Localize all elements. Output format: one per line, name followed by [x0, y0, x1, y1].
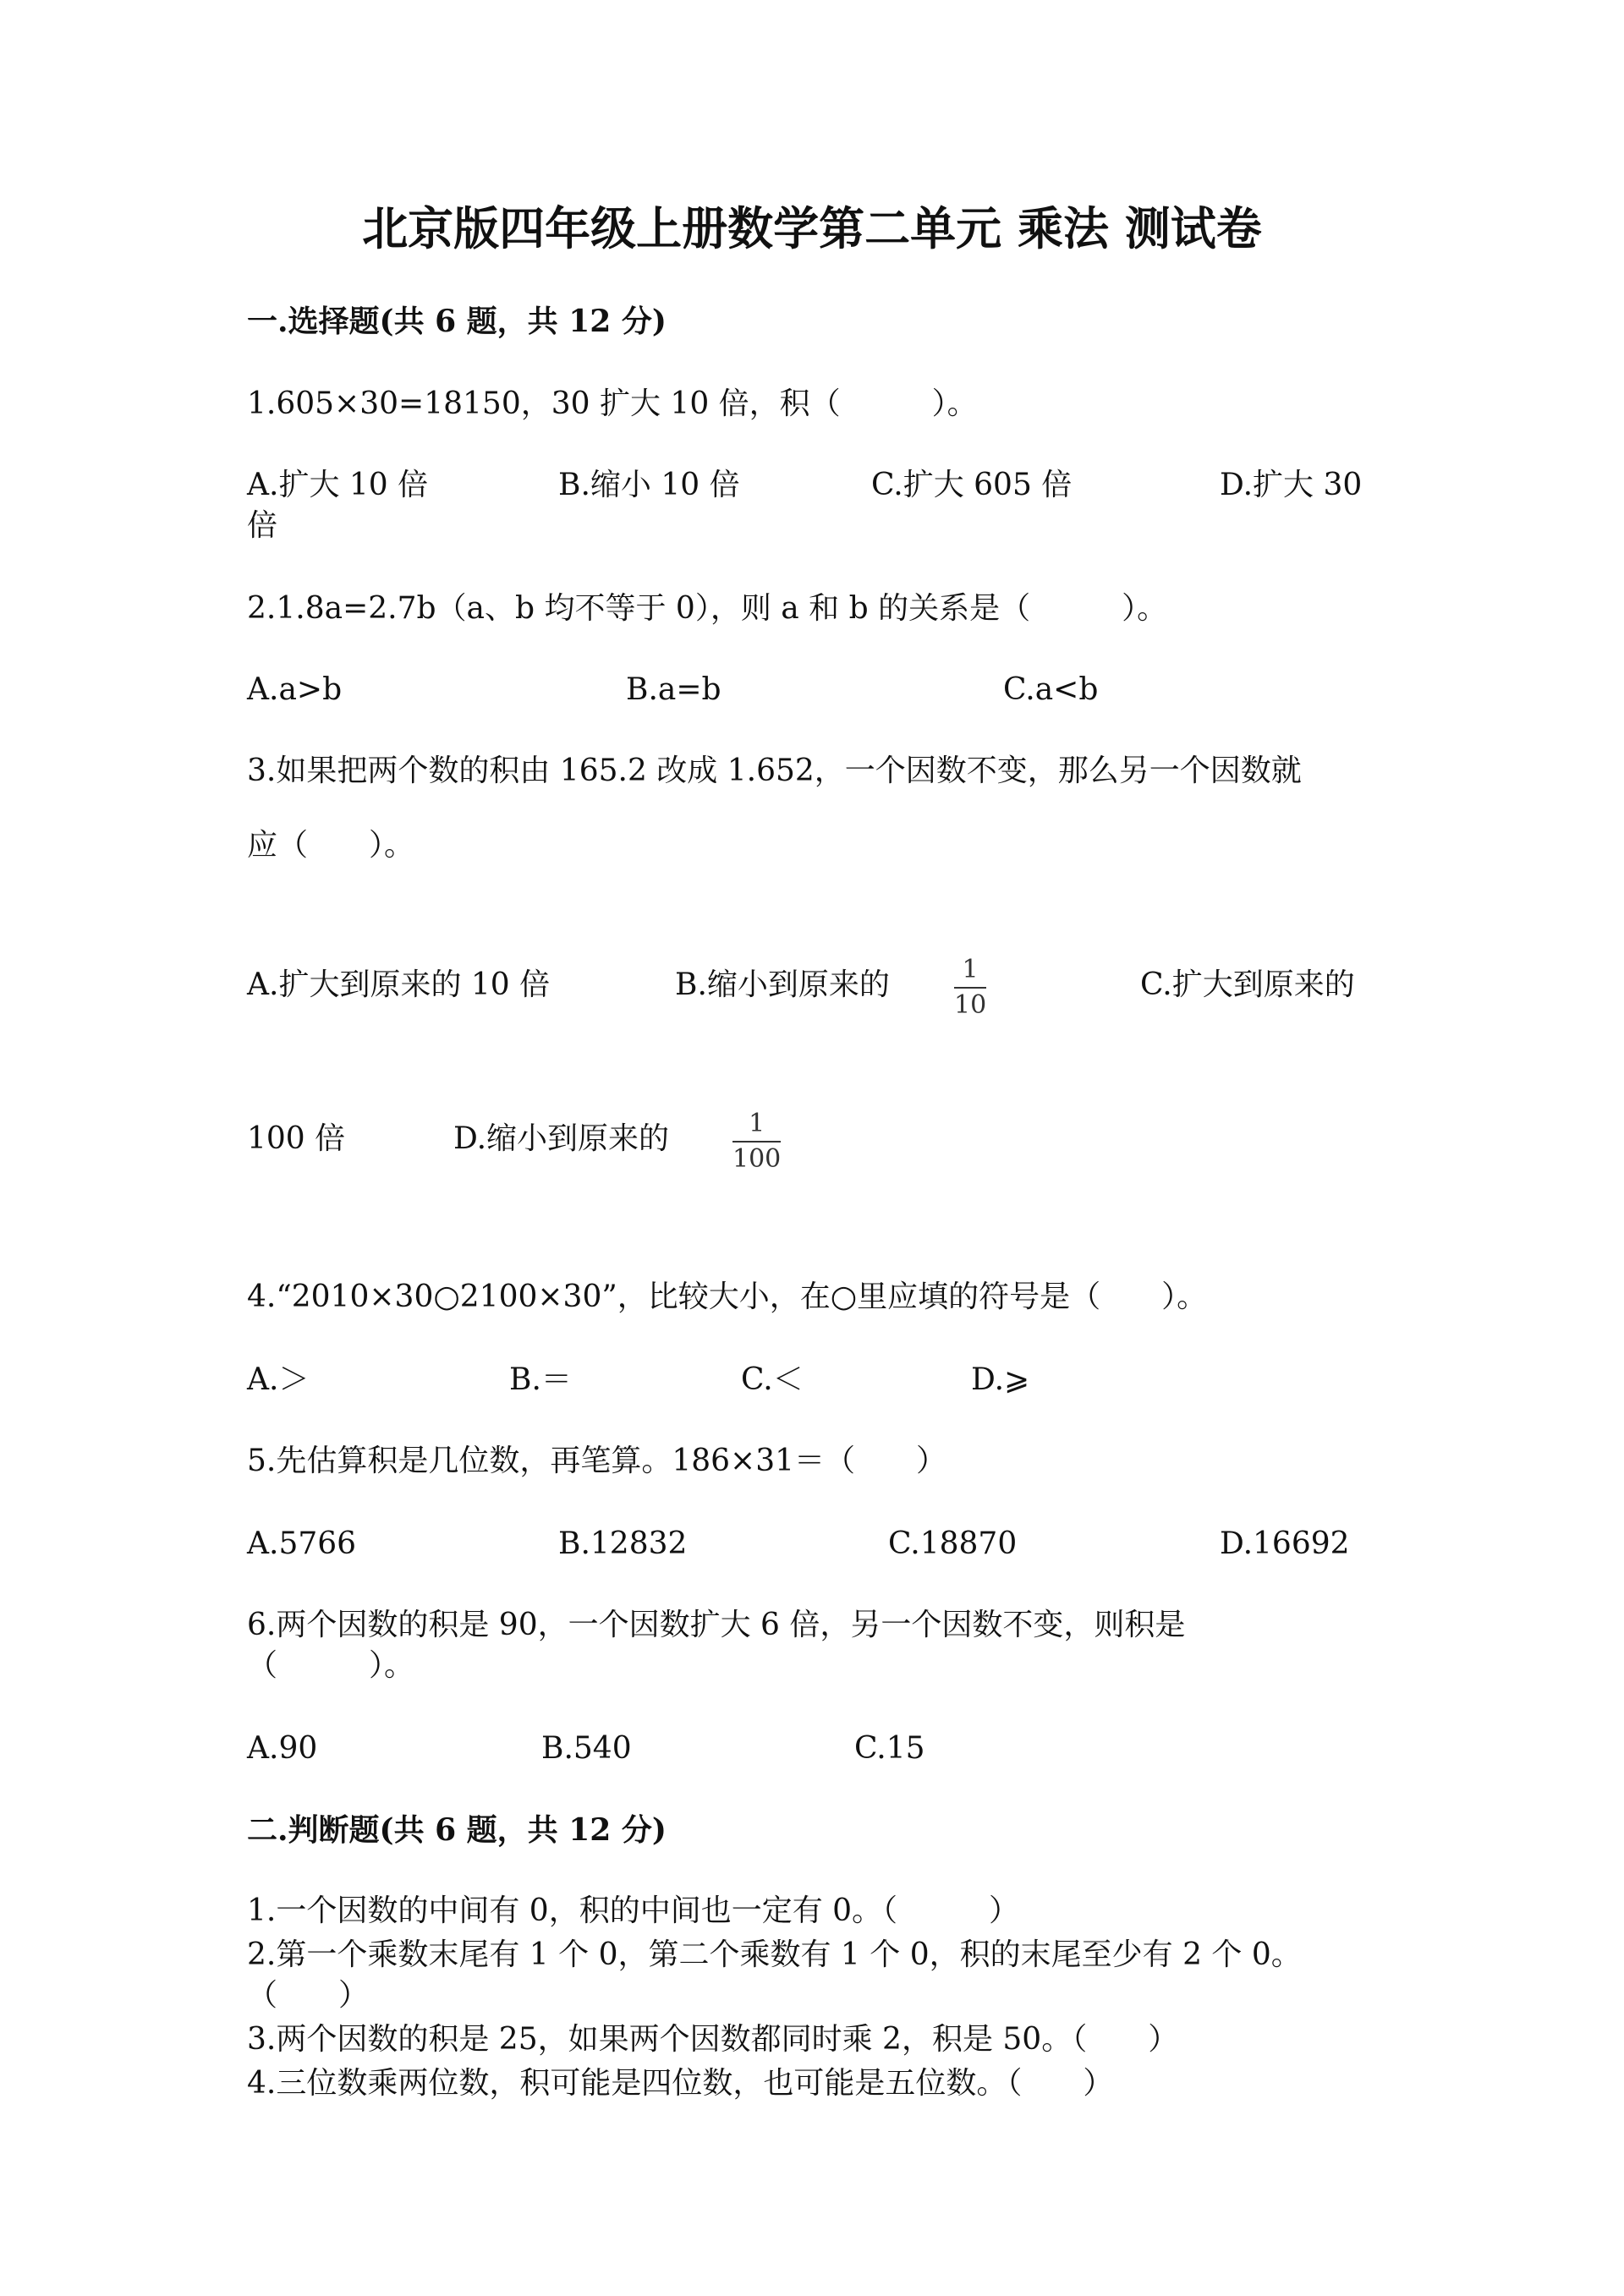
fraction-bar: [732, 1141, 781, 1143]
q3-option-c-wrap: 100 倍: [247, 1121, 346, 1156]
q3-stem-wrap: 应（ ）。: [247, 828, 415, 863]
q6-option-a: A.90: [247, 1731, 318, 1766]
q6-option-c: C.15: [854, 1731, 925, 1766]
q5-stem: 5.先估算积是几位数，再笔算。186×31＝（ ）: [247, 1444, 947, 1478]
q6-stem-wrap: （ ）。: [247, 1648, 415, 1683]
q2-option-a: A.a>b: [247, 672, 343, 707]
q4-option-d: D.⩾: [971, 1362, 1030, 1397]
q2-option-c: C.a<b: [1003, 672, 1099, 707]
q3-option-a: A.扩大到原来的 10 倍: [247, 967, 551, 1002]
q1-option-b: B.缩小 10 倍: [558, 468, 740, 502]
judge-q4: 4.三位数乘两位数，积可能是四位数，也可能是五位数。（ ）: [247, 2066, 1114, 2101]
q2-option-b: B.a=b: [626, 672, 721, 707]
judge-q3: 3.两个因数的积是 25，如果两个因数都同时乘 2，积是 50。（ ）: [247, 2022, 1179, 2057]
q1-option-c: C.扩大 605 倍: [871, 468, 1073, 502]
q1-option-d: D.扩大 30: [1220, 468, 1363, 502]
q4-option-c: C.＜: [741, 1362, 804, 1397]
q1-option-a: A.扩大 10 倍: [247, 468, 429, 502]
q3-option-b-fraction: [954, 956, 986, 1020]
judge-q1: 1.一个因数的中间有 0，积的中间也一定有 0。（ ）: [247, 1893, 1020, 1928]
q6-stem: 6.两个因数的积是 90，一个因数扩大 6 倍，另一个因数不变，则积是: [247, 1608, 1186, 1642]
q3-option-c: C.扩大到原来的: [1140, 967, 1355, 1002]
section-1-heading: 一.选择题(共 6 题，共 12 分): [247, 304, 667, 339]
q5-option-d: D.16692: [1220, 1526, 1350, 1561]
q1-stem: 1.605×30=18150，30 扩大 10 倍，积（ ）。: [247, 386, 978, 421]
q1-option-d-wrap: 倍: [247, 508, 278, 543]
q4-option-a: A.＞: [247, 1362, 310, 1397]
q3-option-b: B.缩小到原来的: [675, 967, 890, 1002]
q3-option-d: D.缩小到原来的: [453, 1121, 670, 1156]
q5-option-a: A.5766: [247, 1526, 357, 1561]
fraction-numerator: 1: [749, 1109, 765, 1138]
judge-q2: 2.第一个乘数末尾有 1 个 0，第二个乘数有 1 个 0，积的末尾至少有 2 个 0。: [247, 1937, 1302, 1972]
fraction-bar: [954, 987, 986, 989]
judge-q2-wrap: （ ）: [247, 1978, 370, 2013]
q3-stem: 3.如果把两个数的积由 165.2 改成 1.652，一个因数不变，那么另一个因数就: [247, 753, 1302, 788]
page-title: 北京版四年级上册数学第二单元 乘法 测试卷: [362, 201, 1262, 255]
q4-option-b: B.＝: [509, 1362, 572, 1397]
q3-option-d-fraction: [732, 1110, 781, 1174]
q6-option-b: B.540: [541, 1731, 632, 1766]
q5-option-c: C.18870: [888, 1526, 1018, 1561]
section-2-heading: 二.判断题(共 6 题，共 12 分): [247, 1812, 667, 1848]
q4-stem: 4.“2010×30○2100×30”，比较大小，在○里应填的符号是（ ）。: [247, 1280, 1208, 1314]
fraction-numerator: 1: [962, 955, 979, 984]
fraction-denominator: 100: [732, 1144, 782, 1174]
q5-option-b: B.12832: [558, 1526, 688, 1561]
fraction-denominator: 10: [954, 990, 987, 1020]
q2-stem: 2.1.8a=2.7b（a、b 均不等于 0），则 a 和 b 的关系是（ ）。: [247, 591, 1168, 626]
